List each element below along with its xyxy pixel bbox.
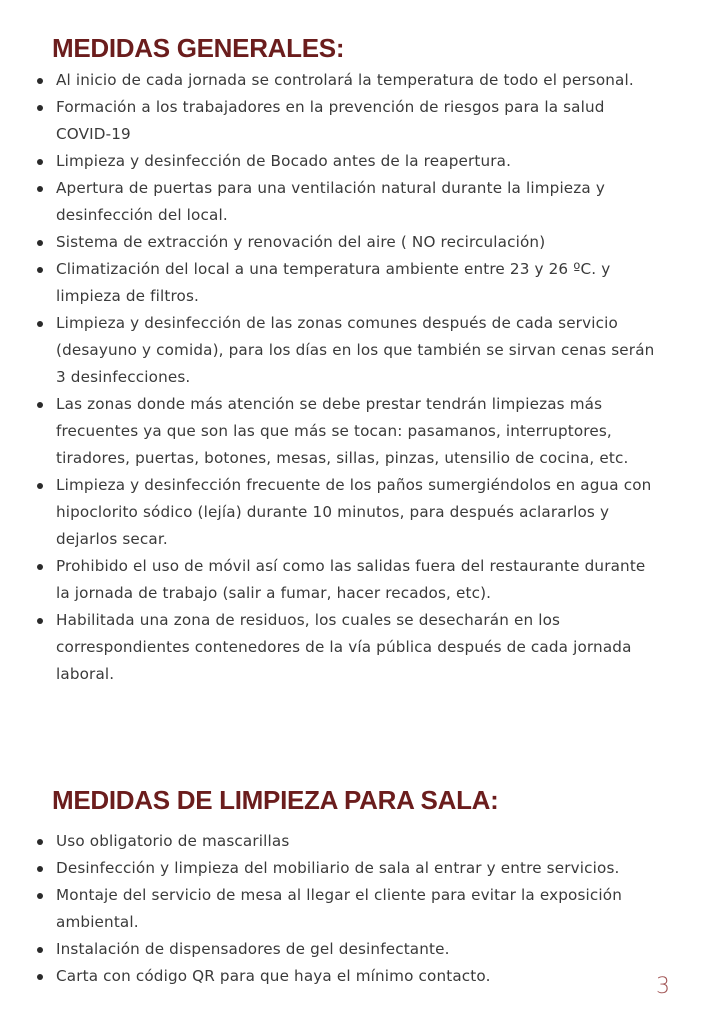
- list-item: [56, 963, 656, 990]
- list-item-text: Desinfección y limpieza del mobiliario de sala al entrar y entre servicios.: [56, 859, 620, 877]
- bullet-icon: [37, 618, 43, 624]
- list-item-text: Sistema de extracción y renovación del aire ( NO recirculación): [56, 233, 546, 251]
- bullet-icon: [37, 893, 43, 899]
- list-item: [56, 936, 656, 963]
- bullet-icon: [37, 78, 43, 84]
- list-item: [56, 67, 656, 94]
- list-item: [56, 472, 656, 553]
- medidas-limpieza-sala-list: [56, 828, 656, 990]
- list-item-text: Limpieza y desinfección de las zonas comunes después de cada servicio (desayuno y comida), para los días en los que también se sirvan cenas serán 3 desinfecciones.: [56, 314, 655, 386]
- list-item: [56, 607, 656, 688]
- list-item: [56, 256, 656, 310]
- list-item: [56, 553, 656, 607]
- list-item-text: Limpieza y desinfección frecuente de los paños sumergiéndolos en agua con hipoclorito sódico (lejía) durante 10 minutos, para después aclararlos y dejarlos secar.: [56, 476, 652, 548]
- section-heading-medidas-limpieza-sala: MEDIDAS DE LIMPIEZA PARA SALA:: [52, 785, 499, 815]
- bullet-icon: [37, 974, 43, 980]
- list-item: [56, 148, 656, 175]
- list-item-text: Limpieza y desinfección de Bocado antes de la reapertura.: [56, 152, 512, 170]
- bullet-icon: [37, 483, 43, 489]
- list-item: [56, 175, 656, 229]
- list-item: [56, 855, 656, 882]
- list-item: [56, 828, 656, 855]
- list-item: [56, 882, 656, 936]
- bullet-icon: [37, 240, 43, 246]
- bullet-icon: [37, 267, 43, 273]
- bullet-icon: [37, 947, 43, 953]
- bullet-icon: [37, 159, 43, 165]
- bullet-icon: [37, 105, 43, 111]
- list-item-text: Al inicio de cada jornada se controlará la temperatura de todo el personal.: [56, 71, 634, 89]
- page-number: 3: [656, 974, 670, 999]
- list-item-text: Instalación de dispensadores de gel desinfectante.: [56, 940, 450, 958]
- bullet-icon: [37, 402, 43, 408]
- bullet-icon: [37, 186, 43, 192]
- bullet-icon: [37, 564, 43, 570]
- list-item-text: Montaje del servicio de mesa al llegar el cliente para evitar la exposición ambiental.: [56, 886, 622, 931]
- list-item-text: Habilitada una zona de residuos, los cuales se desecharán en los correspondientes contenedores de la vía pública después de cada jornada laboral.: [56, 611, 632, 683]
- list-item-text: Las zonas donde más atención se debe prestar tendrán limpiezas más frecuentes ya que son las que más se tocan: pasamanos, interruptores, tiradores, puertas, botones, mesas, sillas, pinzas, utensilio de cocina, etc.: [56, 395, 629, 467]
- bullet-icon: [37, 839, 43, 845]
- list-item: [56, 94, 656, 148]
- medidas-generales-list: [56, 67, 656, 688]
- list-item: [56, 310, 656, 391]
- list-item-text: Carta con código QR para que haya el mínimo contacto.: [56, 967, 491, 985]
- list-item-text: Prohibido el uso de móvil así como las salidas fuera del restaurante durante la jornada de trabajo (salir a fumar, hacer recados, etc).: [56, 557, 646, 602]
- section-heading-medidas-generales: MEDIDAS GENERALES:: [52, 33, 345, 63]
- bullet-icon: [37, 866, 43, 872]
- list-item-text: Formación a los trabajadores en la prevención de riesgos para la salud COVID-19: [56, 98, 605, 143]
- list-item-text: Climatización del local a una temperatura ambiente entre 23 y 26 ºC. y limpieza de filtros.: [56, 260, 611, 305]
- list-item: [56, 391, 656, 472]
- list-item-text: Uso obligatorio de mascarillas: [56, 832, 290, 850]
- list-item: [56, 229, 656, 256]
- list-item-text: Apertura de puertas para una ventilación natural durante la limpieza y desinfección del local.: [56, 179, 605, 224]
- bullet-icon: [37, 321, 43, 327]
